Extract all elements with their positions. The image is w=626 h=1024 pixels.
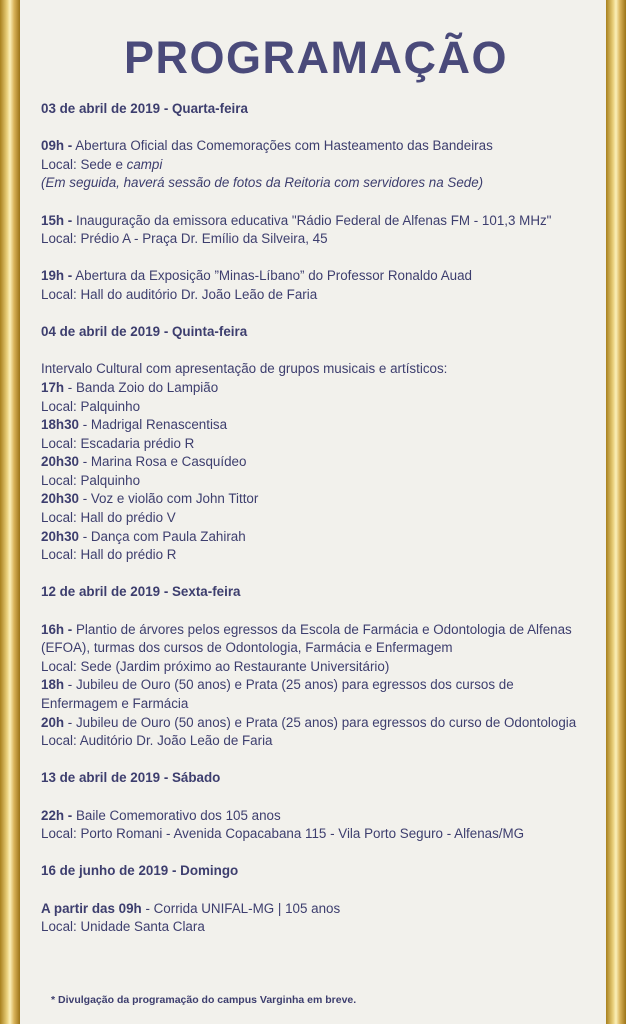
day-section-3 xyxy=(41,583,591,769)
event-location xyxy=(41,156,591,175)
day-date: 13 de abril de 2019 - Sábado xyxy=(41,770,221,786)
event-line xyxy=(41,453,591,472)
event-time: 20h30 xyxy=(41,491,79,507)
day-date: 16 de junho de 2019 - Domingo xyxy=(41,863,239,879)
event-location: Local: Auditório Dr. João Leão de Faria xyxy=(41,733,273,749)
footnote: * Divulgação da programação do campus Varginha em breve. xyxy=(51,994,357,1006)
gold-border-left xyxy=(0,0,20,1024)
event-location: Local: Prédio A - Praça Dr. Emílio da Silveira, 45 xyxy=(41,231,328,247)
event-line xyxy=(41,379,591,398)
event-location: Local: Hall do prédio R xyxy=(41,547,177,563)
location-text: Local: Sede e xyxy=(41,156,127,172)
event-time: 18h xyxy=(41,677,65,693)
event-location: Local: Porto Romani - Avenida Copacabana 115 - Vila Porto Seguro - Alfenas/MG xyxy=(41,826,525,842)
event-time: 19h - xyxy=(41,268,73,284)
program-content xyxy=(41,28,591,937)
event-line xyxy=(41,137,591,156)
day-section-1 xyxy=(41,100,591,323)
event-time: 20h30 xyxy=(41,454,79,470)
event-location: Local: Palquinho xyxy=(41,472,141,488)
event-desc: Abertura da Exposição ”Minas-Líbano” do Professor Ronaldo Auad xyxy=(72,268,472,284)
event-location: Local: Sede (Jardim próximo ao Restaurante Universitário) xyxy=(41,658,390,674)
day-date: 04 de abril de 2019 - Quinta-feira xyxy=(41,324,248,340)
event-location: Local: Hall do auditório Dr. João Leão de Faria xyxy=(41,286,318,302)
event-time: 15h - xyxy=(41,212,73,228)
gold-border-right xyxy=(606,0,626,1024)
event-line xyxy=(41,528,591,547)
event-desc: - Jubileu de Ouro (50 anos) e Prata (25 anos) para egressos do curso de Odontologia xyxy=(64,714,577,730)
event-location: Local: Hall do prédio V xyxy=(41,510,176,526)
event-line xyxy=(41,807,591,826)
event-desc: - Voz e violão com John Tittor xyxy=(78,491,259,507)
day-section-5 xyxy=(41,862,591,936)
event-line xyxy=(41,267,591,286)
event-line xyxy=(41,676,591,713)
event-time: 17h xyxy=(41,379,65,395)
event-time: 20h xyxy=(41,714,65,730)
event-desc: Inauguração da emissora educativa "Rádio Federal de Alfenas FM - 101,3 MHz" xyxy=(72,212,552,228)
day-date: 03 de abril de 2019 - Quarta-feira xyxy=(41,101,248,116)
event-line xyxy=(41,490,591,509)
event-time: 20h30 xyxy=(41,528,79,544)
day-section-4 xyxy=(41,769,591,862)
event-desc: Plantio de árvores pelos egressos da Escola de Farmácia e Odontologia de Alfenas (EFOA), turmas dos cursos de Odontologia, Farmácia e Enfermagem xyxy=(41,621,572,656)
day-intro: Intervalo Cultural com apresentação de grupos musicais e artísticos: xyxy=(41,361,448,377)
page-title: PROGRAMAÇÃO xyxy=(124,32,508,83)
event-desc: - Madrigal Renascentisa xyxy=(78,417,228,433)
day-section-2 xyxy=(41,323,591,583)
event-desc: Baile Comemorativo dos 105 anos xyxy=(72,807,281,823)
event-location: Local: Escadaria prédio R xyxy=(41,435,195,451)
location-italic: campi xyxy=(126,156,163,172)
event-time: 18h30 xyxy=(41,417,79,433)
event-time: 16h - xyxy=(41,621,73,637)
event-time: 22h - xyxy=(41,807,73,823)
event-location: Local: Unidade Santa Clara xyxy=(41,919,205,935)
event-desc: - Corrida UNIFAL-MG | 105 anos xyxy=(141,900,341,916)
event-desc: Abertura Oficial das Comemorações com Hasteamento das Bandeiras xyxy=(72,138,493,154)
event-line xyxy=(41,714,591,733)
day-date: 12 de abril de 2019 - Sexta-feira xyxy=(41,584,241,600)
event-note: (Em seguida, haverá sessão de fotos da Reitoria com servidores na Sede) xyxy=(41,175,484,191)
event-time: 09h - xyxy=(41,138,73,154)
event-desc: - Jubileu de Ouro (50 anos) e Prata (25 anos) para egressos dos cursos de Enfermagem e Farmácia xyxy=(41,677,514,711)
event-time: A partir das 09h xyxy=(41,900,142,916)
event-location: Local: Palquinho xyxy=(41,398,141,414)
event-desc: - Marina Rosa e Casquídeo xyxy=(78,454,247,470)
event-desc: - Dança com Paula Zahirah xyxy=(78,528,246,544)
event-desc: - Banda Zoio do Lampião xyxy=(64,379,219,395)
event-line xyxy=(41,900,591,919)
event-line xyxy=(41,212,591,231)
event-line xyxy=(41,416,591,435)
event-line xyxy=(41,621,591,658)
